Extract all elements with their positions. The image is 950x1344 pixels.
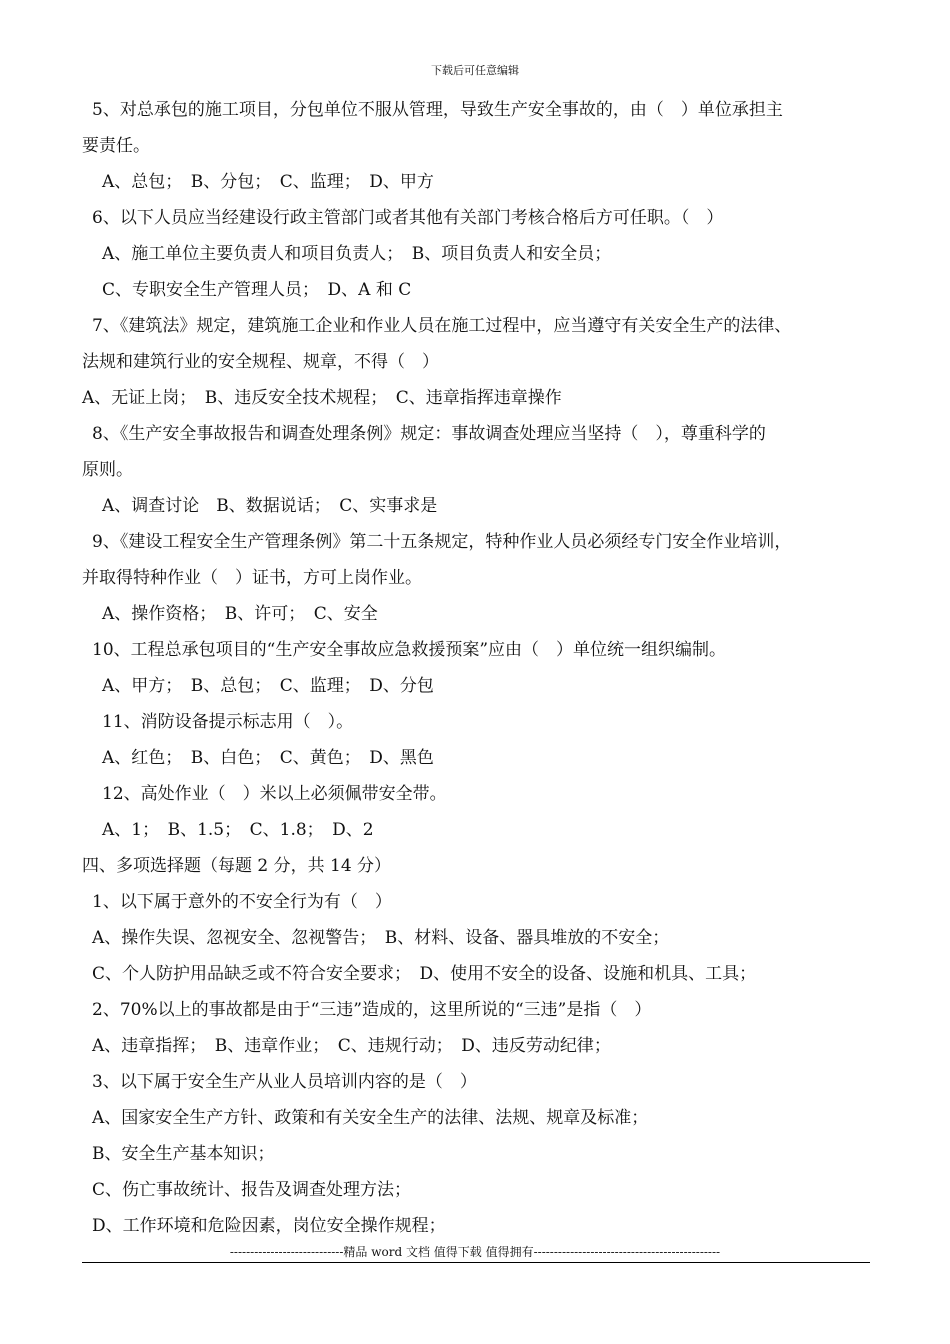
question-6-options-2: C、专职安全生产管理人员； D、A 和 C bbox=[102, 280, 412, 300]
multi-question-3: 3、以下属于安全生产从业人员培训内容的是（ ） bbox=[92, 1072, 477, 1092]
question-11-line-1: 11、消防设备提示标志用（ ）。 bbox=[102, 712, 354, 732]
multi-question-3-option-c: C、伤亡事故统计、报告及调查处理方法； bbox=[92, 1180, 412, 1200]
question-7-line-1: 7、《建筑法》规定，建筑施工企业和作业人员在施工过程中，应当遵守有关安全生产的法律、 bbox=[92, 316, 792, 336]
question-6-line-1: 6、以下人员应当经建设行政主管部门或者其他有关部门考核合格后方可任职。（ ） bbox=[92, 208, 724, 228]
multi-question-1: 1、以下属于意外的不安全行为有（ ） bbox=[92, 892, 392, 912]
multi-question-3-option-a: A、国家安全生产方针、政策和有关安全生产的法律、法规、规章及标准； bbox=[92, 1108, 649, 1128]
question-7-line-2: 法规和建筑行业的安全规程、规章，不得（ ） bbox=[82, 352, 439, 372]
question-5-line-2: 要责任。 bbox=[82, 136, 150, 156]
multi-question-1-options-1: A、操作失误、忽视安全、忽视警告； B、材料、设备、器具堆放的不安全； bbox=[92, 928, 670, 948]
page-footer: ----------------------------精品 word 文档 值得下载 值得拥有---------------------------------------------- bbox=[229, 1245, 721, 1259]
multi-question-3-option-b: B、安全生产基本知识； bbox=[92, 1144, 275, 1164]
document-body bbox=[82, 92, 872, 1244]
question-6-options-1: A、施工单位主要负责人和项目负责人； B、项目负责人和安全员； bbox=[102, 244, 612, 264]
question-5-line-1: 5、对总承包的施工项目，分包单位不服从管理，导致生产安全事故的，由（ ）单位承担主 bbox=[92, 100, 783, 120]
question-9-line-2: 并取得特种作业（ ）证书，方可上岗作业。 bbox=[82, 568, 422, 588]
question-8-line-1: 8、《生产安全事故报告和调查处理条例》规定：事故调查处理应当坚持（ ），尊重科学的 bbox=[92, 424, 766, 444]
multi-question-2-options: A、违章指挥； B、违章作业； C、违规行动； D、违反劳动纪律； bbox=[92, 1036, 611, 1056]
multi-question-3-option-d: D、工作环境和危险因素，岗位安全操作规程； bbox=[92, 1216, 446, 1236]
question-10-line-1: 10、工程总承包项目的“生产安全事故应急救援预案”应由（ ）单位统一组织编制。 bbox=[92, 640, 727, 660]
multi-question-2: 2、70%以上的事故都是由于“三违”造成的，这里所说的“三违”是指（ ） bbox=[92, 1000, 652, 1020]
multi-question-1-options-2: C、个人防护用品缺乏或不符合安全要求； D、使用不安全的设备、设施和机具、工具； bbox=[92, 964, 757, 984]
question-9-options: A、操作资格； B、许可； C、安全 bbox=[102, 604, 378, 624]
page-header: 下载后可任意编辑 bbox=[431, 64, 519, 77]
section-heading: 四、多项选择题（每题 2 分，共 14 分） bbox=[82, 856, 392, 876]
question-8-options: A、调查讨论 B、数据说话； C、实事求是 bbox=[102, 496, 438, 516]
question-9-line-1: 9、《建设工程安全生产管理条例》第二十五条规定，特种作业人员必须经专门安全作业培训， bbox=[92, 532, 792, 552]
question-11-options: A、红色； B、白色； C、黄色； D、黑色 bbox=[102, 748, 434, 768]
question-5-options: A、总包； B、分包； C、监理； D、甲方 bbox=[102, 172, 434, 192]
question-12-line-1: 12、高处作业（ ）米以上必须佩带安全带。 bbox=[102, 784, 447, 804]
question-7-options: A、无证上岗； B、违反安全技术规程； C、违章指挥违章操作 bbox=[82, 388, 562, 408]
question-10-options: A、甲方； B、总包； C、监理； D、分包 bbox=[102, 676, 434, 696]
question-8-line-2: 原则。 bbox=[82, 460, 133, 480]
question-12-options: A、1； B、1.5； C、1.8； D、2 bbox=[102, 820, 374, 840]
footer-rule bbox=[82, 1262, 870, 1263]
